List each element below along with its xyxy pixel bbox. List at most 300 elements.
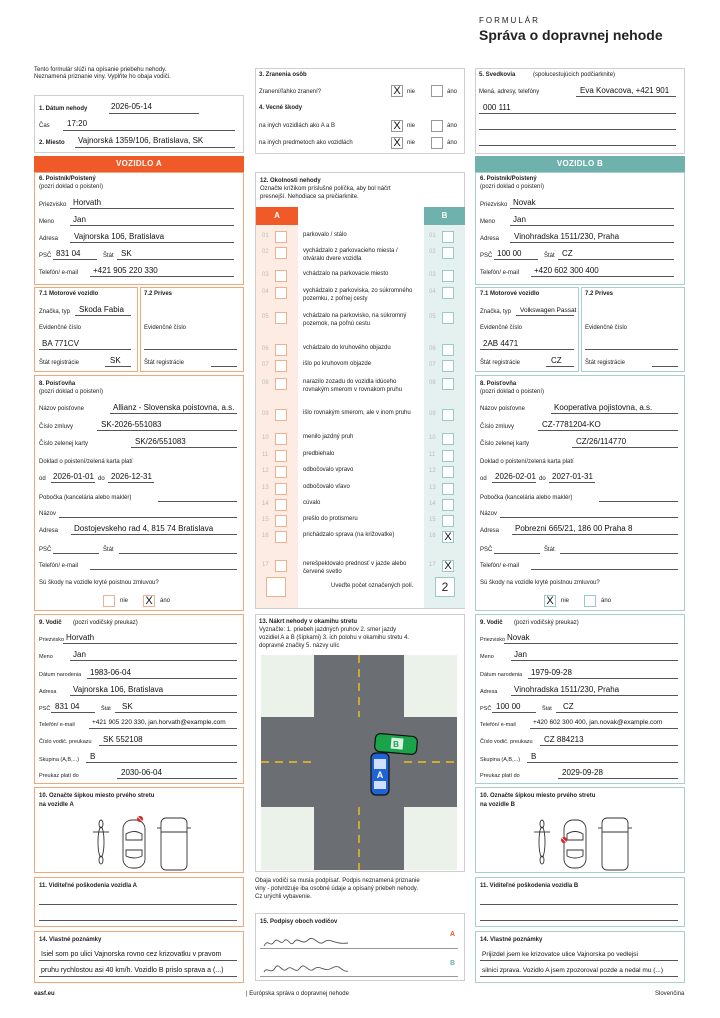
make-label: Značka, typ — [39, 309, 71, 315]
trailer-reg-label: Evidenčné číslo — [585, 325, 628, 331]
driver-title: 9. Vodič — [480, 620, 503, 626]
trailer-reg-label: Evidenčné číslo — [144, 325, 187, 331]
trailer-title: 7.2 Príves — [585, 291, 614, 297]
driver-state-field[interactable]: SK — [122, 702, 133, 711]
vehicle-b-silhouettes[interactable] — [530, 812, 640, 872]
motorbike-icon — [534, 820, 550, 864]
circumstance-a-checkbox[interactable] — [275, 531, 287, 543]
vehicle-a-policyholder — [34, 172, 244, 285]
vehicle-b-notes — [475, 931, 685, 983]
driver-state-label: Štát — [101, 706, 111, 712]
car-b-label: B — [393, 740, 399, 749]
license-group-field[interactable]: B — [90, 752, 96, 761]
branch-name-label: Názov — [480, 511, 498, 517]
reg-field[interactable]: BA 771CV — [42, 339, 79, 348]
impact-title: 10. Označte šípkou miesto prvého stretu — [39, 793, 155, 799]
circumstance-b-checkbox[interactable] — [442, 247, 454, 259]
circumstance-a-checkbox[interactable] — [275, 247, 287, 259]
no-label: nie — [407, 123, 416, 129]
impact-subtitle: na vozidle B — [480, 802, 516, 808]
driver-name-label: Meno — [39, 654, 53, 660]
signature-notice: Obaja vodiči sa musia podpísať. Podpis neznamená priznanie viny - potvrdzuje iba osobné údaje a opísaný priebeh nehody. Cz urýchli vybavenie. — [255, 878, 420, 900]
driver-name-label: Meno — [480, 654, 494, 660]
valid-from-field[interactable]: 2026-01-01 — [53, 472, 94, 481]
circumstance-number-b: 14 — [429, 501, 436, 507]
vehicle-b-bar: VOZIDLO B — [475, 156, 685, 172]
address-label: Adresa — [480, 236, 500, 242]
circumstance-number-a: 16 — [262, 533, 269, 539]
circumstance-b-checkbox[interactable] — [442, 287, 454, 299]
circumstance-b-checkbox[interactable]: X — [442, 531, 454, 543]
circumstance-number-b: 17 — [429, 562, 436, 568]
circumstances-title: 12. Okolnosti nehody — [260, 178, 321, 184]
circumstance-number-b: 05 — [429, 314, 436, 320]
insurer-label: Názov poisťovne — [480, 406, 525, 412]
policyholder-title: 6. Poistník/Poistený — [39, 176, 96, 182]
form-label: FORMULÁR — [479, 16, 540, 25]
time-label: Čas — [39, 123, 50, 129]
column-a-header: A — [256, 207, 298, 225]
intro-line-1: Tento formulár slúži na opísanie priebehu nehody. — [34, 67, 167, 73]
damage-b-title: 11. Viditeľné poškodenia vozidla B — [480, 883, 579, 889]
driver-phone-field[interactable]: +421 905 220 330, jan.horvath@example.com — [92, 719, 226, 726]
driver-address-field[interactable]: Vajnorska 106, Bratislava — [73, 685, 164, 694]
driver-phone-field[interactable]: +420 602 300 400, jan.novak@example.com — [533, 719, 663, 726]
yes-label: áno — [601, 598, 612, 604]
branch-address-label: Adresa — [480, 528, 500, 534]
circumstance-number-b: 01 — [429, 233, 436, 239]
license-label: Číslo vodič. preukazu — [480, 739, 533, 745]
license-field[interactable]: SK 552108 — [103, 735, 143, 744]
contract-label: Číslo zmluvy — [39, 424, 74, 430]
reg-state-field[interactable]: CZ — [551, 356, 562, 365]
vehicle-a-driver — [34, 614, 244, 784]
circumstance-text: narazilo zozadu do vozidla idúceho rovnakým smerom v rovnakom pruhu — [303, 379, 403, 393]
injuries-no-checkbox[interactable]: X — [391, 85, 403, 97]
contract-field[interactable]: SK-2026-551083 — [101, 420, 162, 429]
vehicle-b-motor — [475, 287, 579, 372]
car-a-label: A — [376, 770, 384, 780]
notes-a-line-1[interactable]: Isiel som po ulici Vajnorska rovno cez krizovatku v pravom — [41, 951, 222, 958]
birthdate-label: Dátum narodenia — [39, 672, 82, 678]
license-group-label: Skupina (A,B,...) — [39, 757, 80, 763]
circumstance-number-a: 11 — [262, 452, 269, 458]
address-field[interactable]: Vinohradska 1511/230, Praha — [514, 232, 620, 241]
driver-address-label: Adresa — [39, 689, 57, 695]
circumstance-row-08 — [256, 378, 466, 400]
reg-label: Evidenčné číslo — [39, 325, 82, 331]
circumstance-number-a: 17 — [262, 562, 269, 568]
circumstance-a-checkbox[interactable] — [275, 466, 287, 478]
circumstance-number-b: 06 — [429, 346, 436, 352]
reg-state-label: Štát registrácie — [39, 360, 80, 366]
damage-a-title: 11. Viditeľné poškodenia vozidla A — [39, 883, 138, 889]
name-field[interactable]: Jan — [73, 215, 86, 224]
circumstance-a-checkbox[interactable] — [275, 560, 287, 572]
motorbike-icon — [93, 820, 109, 864]
branch-phone-label: Telefón/ e-mail — [39, 563, 79, 569]
section-sketch — [255, 614, 465, 872]
coverage-question: Sú škody na vozidle kryté poistnou zmluvou? — [39, 580, 159, 586]
section-witnesses — [475, 68, 685, 154]
driver-state-label: Štát — [542, 706, 552, 712]
circumstance-b-checkbox[interactable] — [442, 499, 454, 511]
reg-field[interactable]: 2AB 4471 — [483, 339, 519, 348]
vehicle-b-trailer — [581, 287, 685, 372]
circumstance-a-checkbox[interactable] — [275, 344, 287, 356]
circumstance-number-a: 02 — [262, 249, 269, 255]
circumstance-b-checkbox[interactable] — [442, 378, 454, 390]
circumstance-number-b: 02 — [429, 249, 436, 255]
driver-surname-label: Priezvisko — [39, 637, 65, 643]
count-a-box[interactable] — [266, 577, 286, 597]
circumstance-text: parkovalo / stálo — [303, 232, 347, 238]
date-label: 1. Dátum nehody — [39, 106, 88, 112]
circumstance-a-checkbox[interactable] — [275, 409, 287, 421]
reg-state-field[interactable]: SK — [110, 356, 121, 365]
footer-site[interactable]: easf.eu — [34, 991, 55, 997]
circumstance-b-checkbox[interactable] — [442, 231, 454, 243]
circumstance-number-a: 14 — [262, 501, 269, 507]
coverage-yes-checkbox[interactable] — [584, 595, 596, 607]
circumstance-text: vchádzalo do kruhového objazdu — [303, 345, 391, 351]
circumstance-a-checkbox[interactable] — [275, 483, 287, 495]
circumstance-number-a: 10 — [262, 435, 269, 441]
circumstance-number-a: 13 — [262, 485, 269, 491]
signatures-title: 15. Podpisy oboch vodičov — [260, 919, 338, 925]
section-signatures — [255, 913, 465, 981]
green-card-label: Číslo zelenej karty — [480, 441, 530, 447]
sketch-title: 13. Nákrt nehody v okamihu stretu — [259, 619, 358, 625]
witness-line-2[interactable]: 000 111 — [483, 103, 511, 112]
branch-address-label: Adresa — [39, 528, 59, 534]
surname-field[interactable]: Novak — [513, 198, 536, 207]
circumstance-row-16 — [256, 531, 466, 553]
circumstance-number-b: 15 — [429, 517, 436, 523]
circumstance-row-02 — [256, 247, 466, 269]
psc-label: PSČ — [39, 253, 52, 259]
vehicle-a-insurance — [34, 375, 244, 611]
driver-name-field[interactable]: Jan — [514, 650, 527, 659]
circumstance-text: predbiehalo — [303, 451, 335, 457]
damage-vehicles-yes-checkbox[interactable] — [431, 120, 443, 132]
circumstance-b-checkbox[interactable] — [442, 344, 454, 356]
signature-b-label: B — [450, 960, 456, 967]
circumstance-a-checkbox[interactable] — [275, 378, 287, 390]
driver-name-field[interactable]: Jan — [73, 650, 86, 659]
vehicle-b-damage — [475, 877, 685, 927]
vehicle-b-driver — [475, 614, 685, 784]
sketch-instructions: Vyznačte: 1. priebeh jazdných pruhov 2. smer jazdy vozidiel A a B (šípkami) 3. ich polohu v okamihu stretu 4. dopravné značky 5. názvy ulíc — [259, 627, 410, 649]
circumstance-b-checkbox[interactable] — [442, 312, 454, 324]
circumstance-number-b: 11 — [429, 452, 436, 458]
driver-psc-field[interactable]: 100 00 — [496, 702, 521, 711]
coverage-yes-checkbox[interactable]: X — [143, 595, 155, 607]
make-field[interactable]: Skoda Fabia — [79, 305, 124, 314]
green-card-field[interactable]: SK/26/551083 — [135, 437, 186, 446]
circumstance-text: menilo jazdný pruh — [303, 434, 354, 440]
driver-surname-label: Priezvisko — [480, 637, 506, 643]
coverage-no-checkbox[interactable] — [103, 595, 115, 607]
vehicle-b-insurance — [475, 375, 685, 611]
impact-title: 10. Označte šípkou miesto prvého stretu — [480, 793, 596, 799]
footer-title: | Európska správa o dopravnej nehode — [246, 991, 349, 997]
birthdate-label: Dátum narodenia — [480, 672, 523, 678]
circumstance-number-a: 01 — [262, 233, 269, 239]
contract-label: Číslo zmluvy — [480, 424, 515, 430]
coverage-question: Sú škody na vozidle kryté poistnou zmluvou? — [480, 580, 600, 586]
driver-psc-label: PSČ — [39, 706, 51, 712]
circumstance-b-checkbox[interactable] — [442, 515, 454, 527]
circumstance-b-checkbox[interactable] — [442, 466, 454, 478]
driver-psc-label: PSČ — [480, 706, 492, 712]
coverage-no-checkbox[interactable]: X — [544, 595, 556, 607]
circumstance-a-checkbox[interactable] — [275, 499, 287, 511]
license-group-field[interactable]: B — [531, 752, 537, 761]
driver-surname-field[interactable]: Novak — [507, 633, 530, 642]
yes-label: áno — [160, 598, 171, 604]
valid-from-label: od — [480, 476, 487, 482]
circumstance-a-checkbox[interactable] — [275, 312, 287, 324]
surname-field[interactable]: Horvath — [73, 198, 102, 207]
psc-field[interactable]: 831 04 — [56, 249, 81, 258]
van-icon — [157, 818, 191, 870]
birthdate-field[interactable]: 1983-06-04 — [90, 668, 131, 677]
section-date-place — [34, 95, 244, 153]
trailer-state-label: Štát registrácie — [585, 360, 626, 366]
driver-address-field[interactable]: Vinohradska 1511/230, Praha — [514, 685, 620, 694]
circumstance-a-checkbox[interactable] — [275, 360, 287, 372]
vehicle-a-silhouettes[interactable] — [89, 812, 199, 872]
driver-address-label: Adresa — [480, 689, 498, 695]
vehicle-a-notes — [34, 931, 244, 983]
circumstance-text: odbočovalo vpravo — [303, 467, 354, 473]
phone-label: Telefón/ e-mail — [39, 270, 79, 276]
circumstance-text: nerešpektovalo prednosť v jazde alebo červené svetlo — [303, 561, 407, 575]
valid-to-field[interactable]: 2027-01-31 — [552, 472, 593, 481]
make-field[interactable]: Volkswagen Passat — [520, 307, 577, 314]
circumstance-number-b: 13 — [429, 485, 436, 491]
page-title: Správa o dopravnej nehode — [479, 27, 663, 43]
branch-label: Pobočka (kancelária alebo maklér) — [39, 495, 132, 501]
circumstance-number-b: 04 — [429, 289, 436, 295]
policyholder-subtitle: (pozri doklad o poistení) — [480, 184, 545, 190]
address-label: Adresa — [39, 236, 59, 242]
injuries-question: Zranení/ľahko zranení? — [259, 89, 322, 95]
motor-title: 7.1 Motorové vozidlo — [480, 291, 540, 297]
valid-from-label: od — [39, 476, 46, 482]
circumstance-text: prešlo do protismeru — [303, 516, 358, 522]
time-field[interactable]: 17:20 — [67, 119, 88, 128]
vehicle-b-policyholder — [475, 172, 685, 285]
vehicle-a-damage — [34, 877, 244, 927]
branch-address-field[interactable]: Pobrezni 665/21, 186 00 Praha 8 — [515, 524, 633, 533]
phone-label: Telefón/ e-mail — [480, 270, 520, 276]
circumstance-number-b: 07 — [429, 362, 436, 368]
contract-field[interactable]: CZ-7781204-KO — [542, 420, 601, 429]
branch-state-label: Štát — [103, 547, 114, 553]
damage-vehicles-question: na iných vozidlách ako A a B — [259, 123, 336, 129]
circumstance-b-checkbox[interactable] — [442, 409, 454, 421]
name-label: Meno — [39, 219, 55, 225]
circumstance-b-checkbox[interactable] — [442, 360, 454, 372]
notes-b-title: 14. Vlastné poznámky — [480, 937, 543, 943]
motor-title: 7.1 Motorové vozidlo — [39, 291, 99, 297]
insurance-subtitle: (pozri doklad o poistení) — [39, 389, 104, 395]
circumstance-a-checkbox[interactable] — [275, 287, 287, 299]
circumstance-text: cúvalo — [303, 500, 321, 506]
insurer-field[interactable]: Allianz - Slovenska poistovna, a.s. — [113, 403, 235, 412]
notes-a-line-2[interactable]: pruhu rychlostou asi 40 km/h. Vozidlo B prislo sprava a (...) — [41, 967, 224, 974]
green-card-field[interactable]: CZ/26/114770 — [576, 437, 627, 446]
circumstance-text: vychádzalo z parkovacieho miesta / otváralo dvere vozidla — [303, 248, 398, 262]
policyholder-title: 6. Poistník/Poistený — [480, 176, 537, 182]
vehicle-a-impact — [34, 787, 244, 873]
green-card-label: Číslo zelenej karty — [39, 441, 89, 447]
birthdate-field[interactable]: 1979-09-28 — [531, 668, 572, 677]
license-field[interactable]: CZ 884213 — [544, 735, 584, 744]
damage-title: 4. Vecné škody — [259, 105, 303, 111]
signature-b-icon[interactable] — [262, 963, 352, 977]
branch-address-field[interactable]: Dostojevskeho rad 4, 815 74 Bratislava — [74, 524, 214, 533]
circumstance-text: vchádzalo na parkovisko, na súkromný pozemok, na poľnú cestu — [303, 313, 407, 327]
state-label: Štát — [544, 253, 555, 259]
circumstance-row-05 — [256, 312, 466, 334]
driver-phone-label: Telefón/ e-mail — [39, 722, 75, 728]
branch-name-label: Názov — [39, 511, 57, 517]
yes-label: áno — [447, 123, 458, 129]
vehicle-a-motor — [34, 287, 138, 372]
vehicle-a-trailer — [140, 287, 244, 372]
branch-psc-label: PSČ — [39, 547, 52, 553]
circumstance-a-checkbox[interactable] — [275, 515, 287, 527]
circumstance-number-b: 12 — [429, 468, 436, 474]
phone-field[interactable]: +421 905 220 330 — [93, 266, 158, 275]
surname-label: Priezvisko — [480, 202, 508, 208]
witness-line-1[interactable]: Eva Kovacova, +421 901 — [580, 86, 670, 95]
driver-surname-field[interactable]: Horvath — [66, 633, 95, 642]
injuries-yes-checkbox[interactable] — [431, 85, 443, 97]
injuries-title: 3. Zranenia osôb — [259, 72, 307, 78]
circumstance-number-a: 15 — [262, 517, 269, 523]
insurance-title: 8. Poisťovňa — [480, 381, 517, 387]
damage-objects-yes-checkbox[interactable] — [431, 137, 443, 149]
surname-label: Priezvisko — [39, 202, 67, 208]
insurance-subtitle: (pozri doklad o poistení) — [480, 389, 545, 395]
circumstance-number-b: 09 — [429, 411, 436, 417]
driver-psc-field[interactable]: 831 04 — [55, 702, 80, 711]
psc-field[interactable]: 100 00 — [497, 249, 522, 258]
circumstance-number-a: 12 — [262, 468, 269, 474]
witnesses-title: 5. Svedkovia — [479, 72, 516, 78]
notes-b-line-1[interactable]: Prijizdel jsem ke krizovatce ulice Vajnorska po vedlejsi — [482, 951, 638, 958]
date-field[interactable]: 2026-05-14 — [111, 102, 152, 111]
circumstance-b-checkbox[interactable] — [442, 270, 454, 282]
validity-label: Doklad o poistení/zelená karta platí — [480, 459, 574, 465]
state-field[interactable]: SK — [121, 249, 132, 258]
circumstance-text: odbočovalo vľavo — [303, 484, 350, 490]
valid-from-field[interactable]: 2026-02-01 — [495, 472, 536, 481]
driver-title: 9. Vodič — [39, 620, 62, 626]
damage-vehicles-no-checkbox[interactable]: X — [391, 120, 403, 132]
valid-to-label: do — [98, 476, 105, 482]
circumstance-row-04 — [256, 287, 466, 309]
branch-state-label: Štát — [544, 547, 555, 553]
branch-psc-label: PSČ — [480, 547, 493, 553]
circumstance-number-a: 06 — [262, 346, 269, 352]
license-valid-field[interactable]: 2029-09-28 — [562, 768, 603, 777]
circumstance-row-09 — [256, 409, 466, 431]
reg-label: Evidenčné číslo — [480, 325, 523, 331]
count-b-box[interactable]: 2 — [435, 577, 455, 597]
license-valid-field[interactable]: 2030-06-04 — [121, 768, 162, 777]
insurance-title: 8. Poisťovňa — [39, 381, 76, 387]
circumstance-b-checkbox[interactable] — [442, 433, 454, 445]
make-label: Značka, typ — [480, 309, 512, 315]
license-valid-label: Preukaz platí do — [480, 773, 520, 779]
circumstance-a-checkbox[interactable] — [275, 450, 287, 462]
phone-field[interactable]: +420 602 300 400 — [534, 266, 599, 275]
state-field[interactable]: CZ — [562, 249, 573, 258]
driver-state-field[interactable]: CZ — [563, 702, 574, 711]
witnesses-subtitle: (spolucestujúcich podčiarknite) — [533, 72, 616, 78]
place-field[interactable]: Vajnorská 1359/106, Bratislava, SK — [78, 136, 204, 145]
circumstance-a-checkbox[interactable] — [275, 231, 287, 243]
circumstance-text: vychádzalo z parkoviska, zo súkromného pozemku, z poľnej cesty — [303, 288, 413, 302]
state-label: Štát — [103, 253, 114, 259]
van-icon — [598, 818, 632, 870]
intro-line-2: Neznamená priznanie viny. Vyplňte ho obaja vodiči. — [34, 74, 171, 80]
column-b-header: B — [424, 207, 465, 225]
circumstance-number-a: 08 — [262, 380, 269, 386]
notes-b-line-2[interactable]: silnici zprava. Vozidlo A jsem zpozoroval pozde a nedal mu (...) — [482, 967, 664, 974]
footer-language: Slovenčina — [655, 991, 685, 997]
circumstance-number-a: 04 — [262, 289, 269, 295]
address-field[interactable]: Vajnorska 106, Bratislava — [74, 232, 165, 241]
circumstance-a-checkbox[interactable] — [275, 433, 287, 445]
notes-a-title: 14. Vlastné poznámky — [39, 937, 102, 943]
no-label: nie — [407, 89, 416, 95]
driver-subtitle: (pozri vodičský preukaz) — [514, 620, 579, 626]
trailer-state-label: Štát registrácie — [144, 360, 185, 366]
valid-to-field[interactable]: 2026-12-31 — [111, 472, 152, 481]
damage-objects-no-checkbox[interactable]: X — [391, 137, 403, 149]
circumstance-number-b: 16 — [429, 533, 436, 539]
circumstance-text: prichádzalo sprava (na križovatke) — [303, 532, 395, 538]
circumstance-number-a: 05 — [262, 314, 269, 320]
psc-label: PSČ — [480, 253, 493, 259]
circumstance-b-checkbox[interactable]: X — [442, 560, 454, 572]
circumstance-b-checkbox[interactable] — [442, 450, 454, 462]
name-label: Meno — [480, 219, 496, 225]
trailer-title: 7.2 Príves — [144, 291, 173, 297]
driver-subtitle: (pozri vodičský preukaz) — [73, 620, 138, 626]
circumstance-b-checkbox[interactable] — [442, 483, 454, 495]
insurer-field[interactable]: Kooperativa pojistovna, a.s. — [554, 403, 653, 412]
name-field[interactable]: Jan — [513, 215, 526, 224]
circumstance-a-checkbox[interactable] — [275, 270, 287, 282]
signature-a-label: A — [450, 931, 456, 938]
count-label: Uveďte počet označených polí. — [331, 583, 414, 589]
accident-sketch[interactable] — [261, 655, 457, 870]
branch-phone-label: Telefón/ e-mail — [480, 563, 520, 569]
car-icon — [123, 820, 145, 868]
insurer-label: Názov poisťovne — [39, 406, 84, 412]
car-icon — [564, 820, 586, 868]
circumstance-number-a: 03 — [262, 272, 269, 278]
no-label: nie — [407, 140, 416, 146]
circumstance-number-b: 10 — [429, 435, 436, 441]
